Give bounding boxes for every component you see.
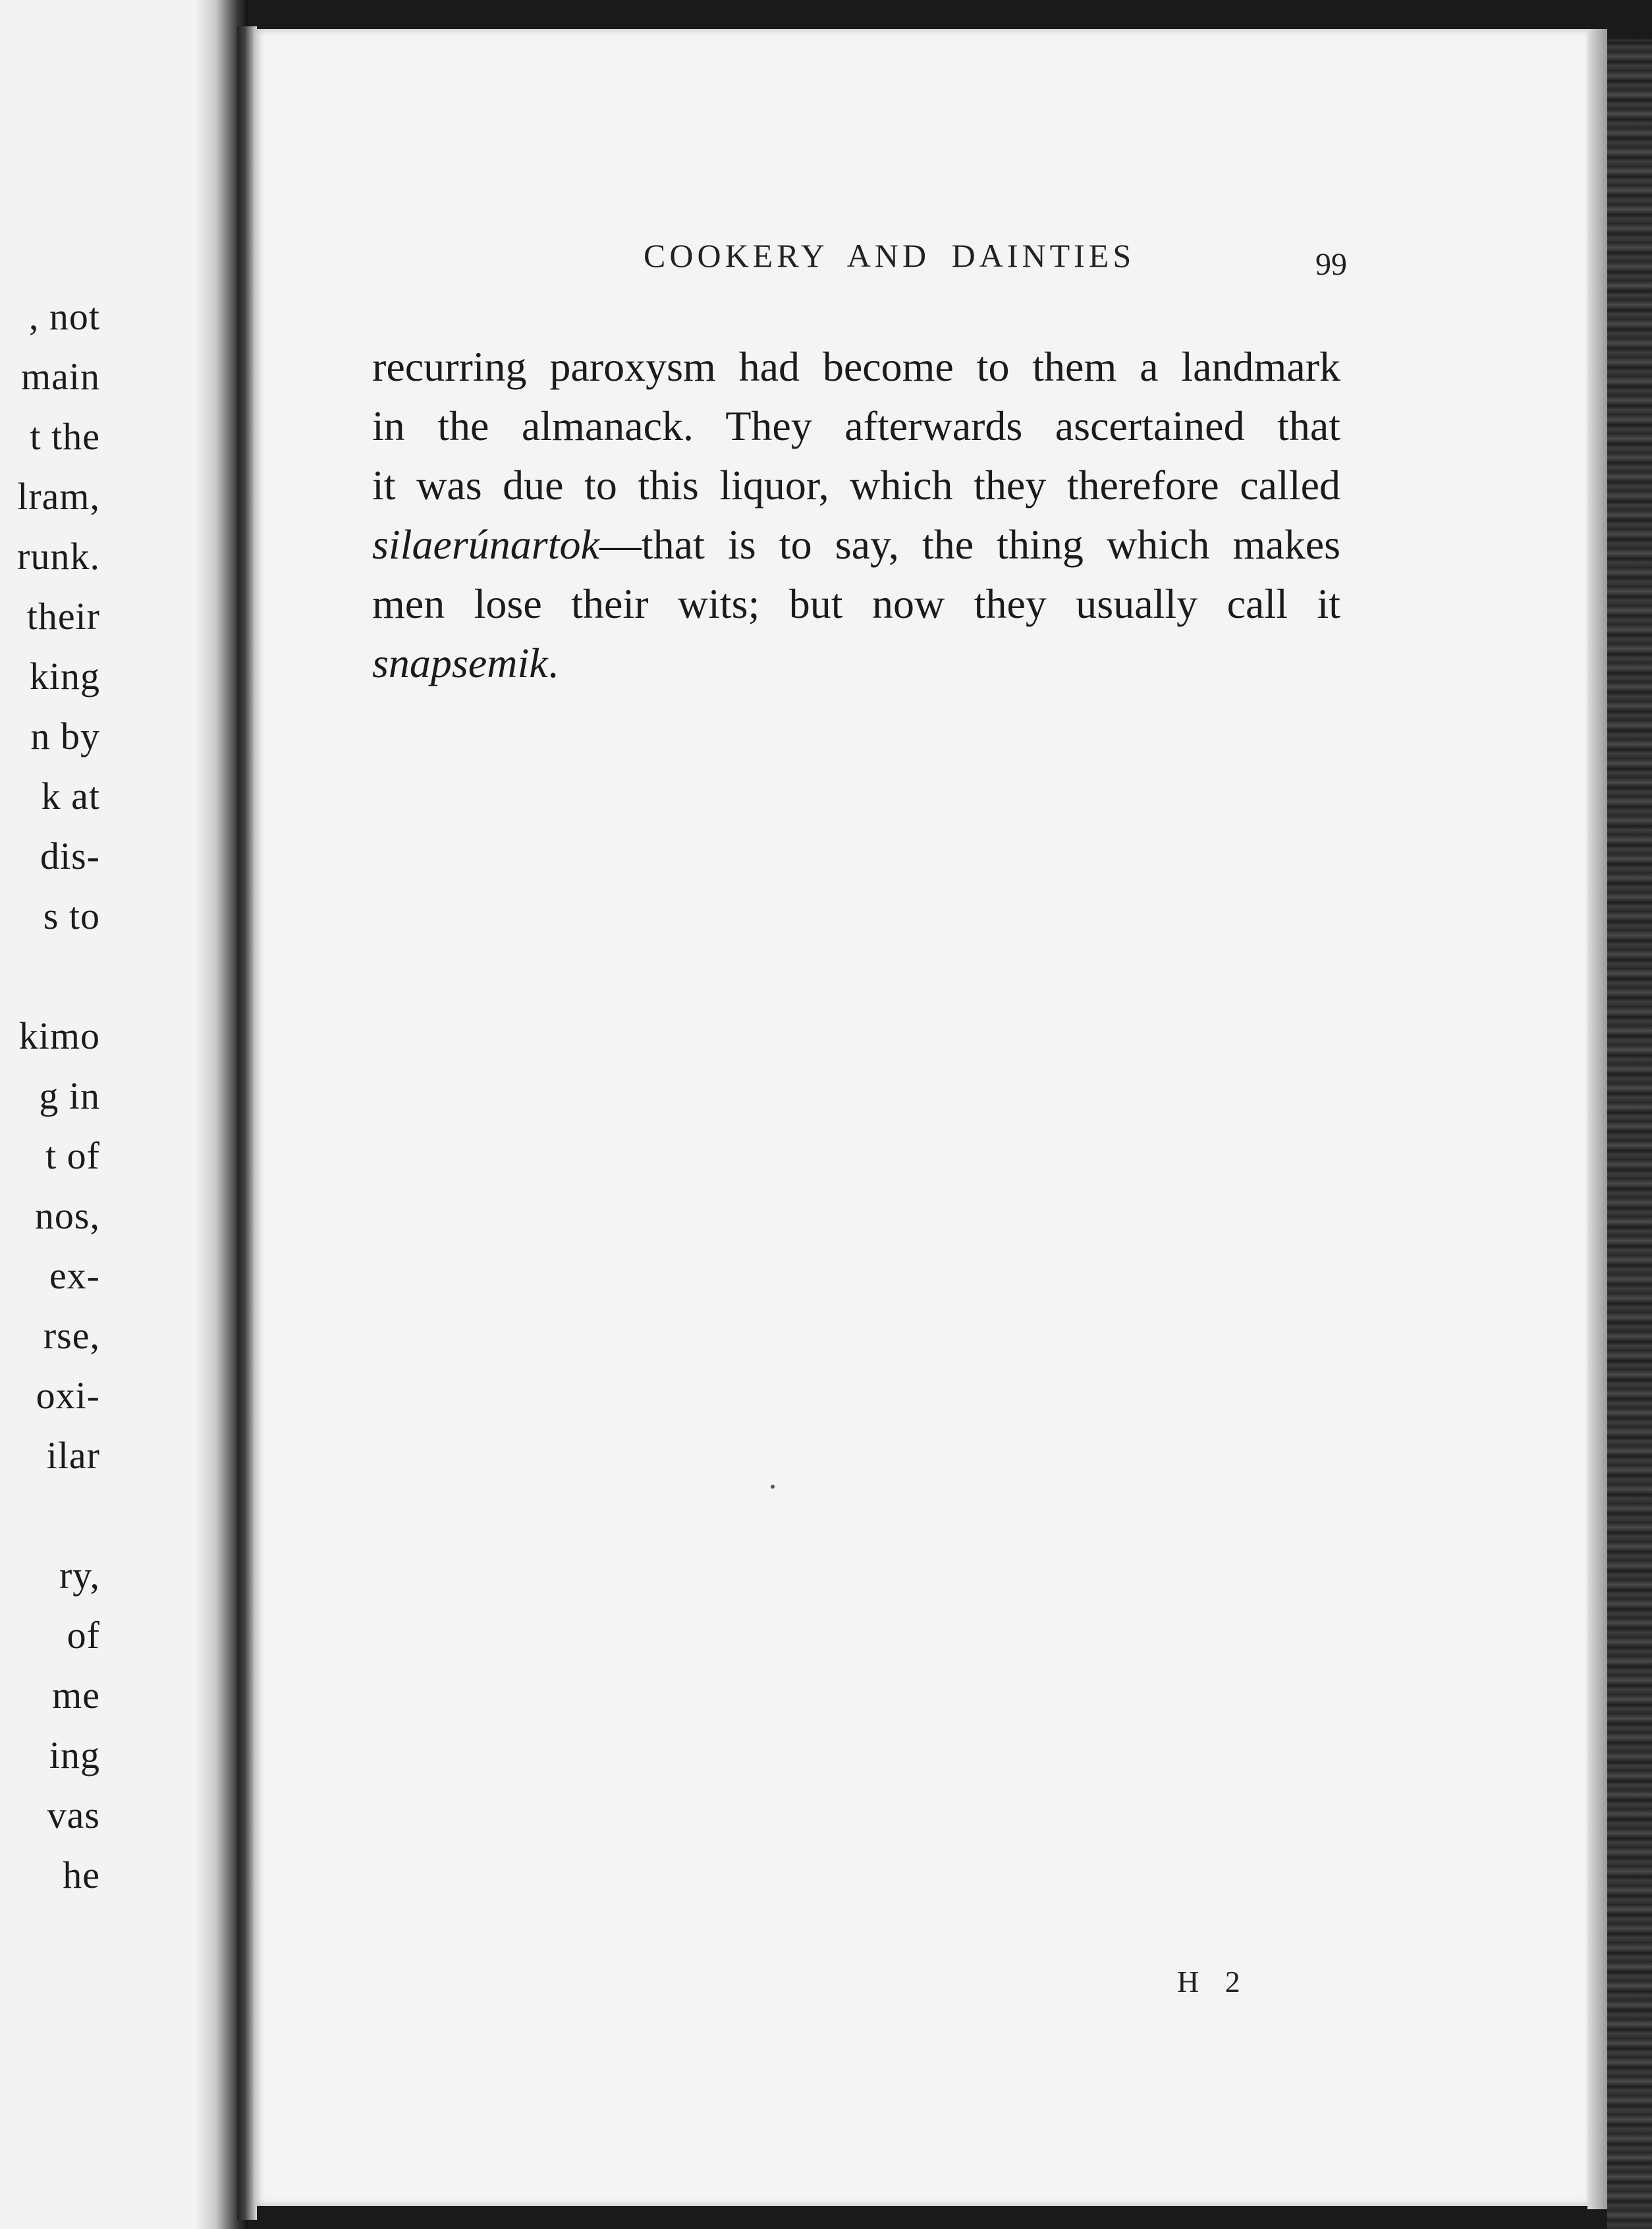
running-head: COOKERY AND DAINTIES: [644, 237, 1136, 274]
left-page-line: main: [21, 355, 100, 398]
left-page-line: s to: [43, 894, 100, 937]
left-page-line: lram,: [17, 475, 100, 518]
left-page-line: g in: [39, 1074, 100, 1117]
left-page-line: t the: [30, 415, 100, 458]
left-facing-page: [0, 0, 224, 2229]
body-line: [372, 515, 1340, 574]
left-page-line: ilar: [46, 1434, 100, 1477]
left-page-line: of: [67, 1614, 100, 1657]
body-line: [372, 634, 1340, 693]
left-page-line: n by: [30, 715, 100, 757]
page-number: 99: [1315, 247, 1347, 282]
left-page-line: kimo: [18, 1014, 100, 1057]
signature-mark: H 2: [1177, 1965, 1250, 1998]
left-page-line: vas: [47, 1794, 100, 1836]
left-page-line: rse,: [43, 1314, 100, 1357]
body-line-text: —that is to say, the thing which makes: [599, 521, 1340, 568]
book-cover-edge: [1607, 40, 1652, 2229]
left-page-line: ing: [49, 1734, 100, 1776]
left-page-line: runk.: [17, 535, 100, 578]
left-page-line: oxi-: [36, 1374, 100, 1417]
left-page-line: me: [52, 1674, 100, 1717]
italic-term: silaerúnartok: [372, 521, 599, 568]
left-page-line: k at: [41, 775, 100, 817]
left-page-line: ry,: [59, 1554, 100, 1597]
body-line: it was due to this liquor, which they therefore called: [372, 462, 1340, 509]
left-page-line: nos,: [34, 1194, 100, 1237]
left-page-line: , not: [28, 295, 100, 338]
italic-term: snapsemik: [372, 640, 548, 686]
left-page-line: t of: [45, 1134, 100, 1177]
main-page: [254, 29, 1587, 2206]
left-page-line: ex-: [49, 1254, 100, 1297]
body-line: recurring paroxysm had become to them a landmark: [372, 343, 1340, 390]
left-page-line: their: [26, 595, 100, 638]
body-paragraph: [372, 337, 1340, 693]
body-line: men lose their wits; but now they usually call it: [372, 580, 1340, 627]
ink-speck: [771, 1485, 775, 1489]
body-line-text: .: [547, 640, 559, 686]
left-page-line: king: [29, 655, 100, 698]
left-page-line: dis-: [40, 835, 100, 877]
left-page-line: he: [63, 1854, 100, 1896]
page-block-edge: [1587, 29, 1607, 2209]
body-line: in the almanack. They afterwards ascertained that: [372, 402, 1340, 449]
